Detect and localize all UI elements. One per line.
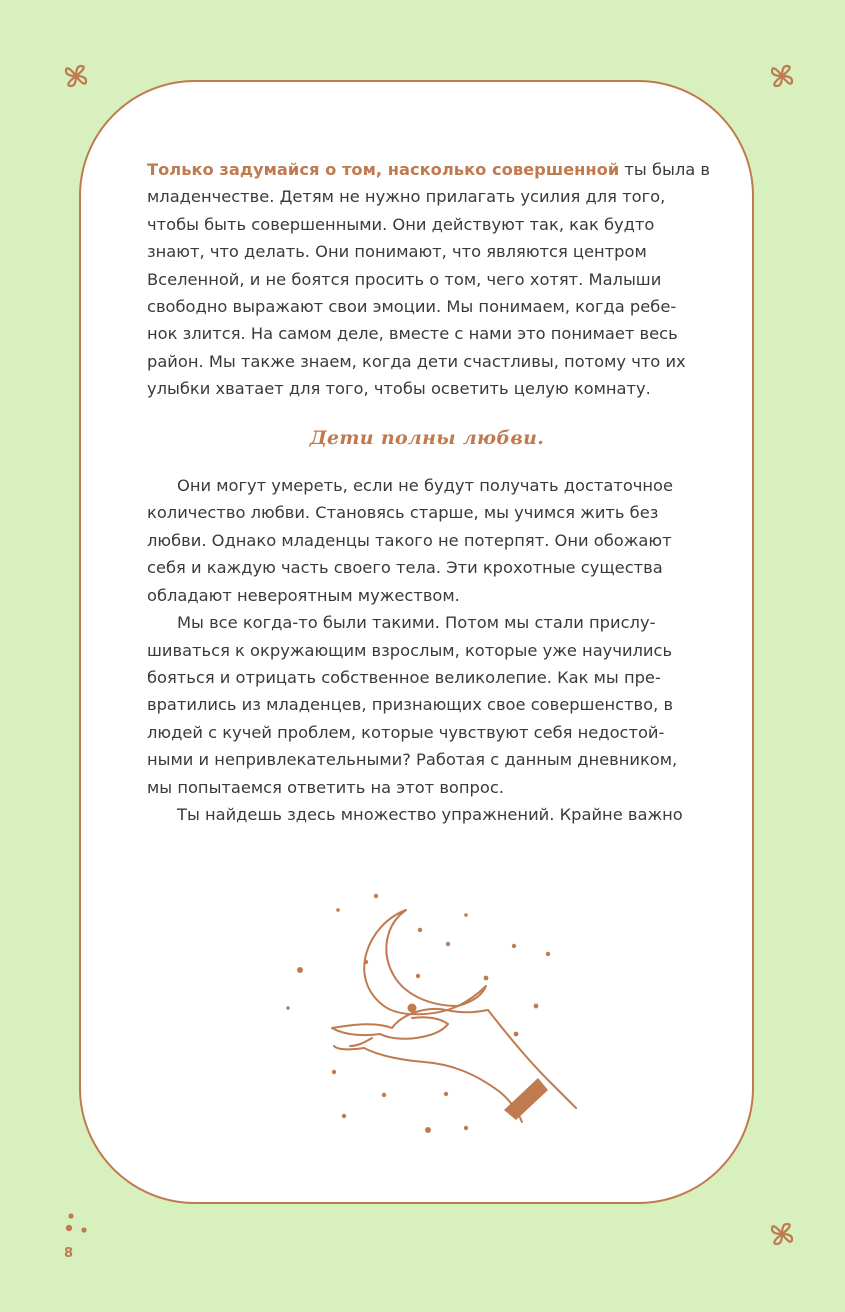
body-line: количество любви. Становясь старше, мы учимся жить без (147, 503, 659, 523)
body-line: Мы все когда-то были такими. Потом мы стали прислу- (177, 613, 656, 633)
body-line: обладают невероятным мужеством. (147, 585, 460, 605)
text-block (147, 156, 710, 828)
page-number: 8 (64, 1246, 74, 1261)
three-dots-icon (62, 1210, 92, 1238)
lead-phrase: Только задумайся о том, насколько совершенной (147, 160, 620, 179)
body-line: Ты найдешь здесь множество упражнений. Крайне важно (177, 804, 683, 824)
body-line: любви. Однако младенцы такого не потерпят. Они обожают (147, 530, 672, 550)
intro-line: нок злится. На самом деле, вместе с нами это понимает весь (147, 324, 678, 344)
body-line: шиваться к окружающим взрослым, которые уже научились (147, 640, 673, 660)
intro-line: Вселенной, и не боятся просить о том, чего хотят. Малыши (147, 269, 662, 289)
body-line: Они могут умереть, если не будут получать достаточное (177, 476, 674, 496)
clover-ornament-icon (58, 58, 94, 94)
section-heading: Дети полны любви. (309, 426, 545, 449)
intro-line: улыбки хватает для того, чтобы осветить целую комнату. (147, 379, 651, 399)
hand-holding-moon-illustration (276, 888, 586, 1138)
intro-line: чтобы быть совершенными. Они действуют так, как будто (147, 214, 655, 234)
intro-line: район. Мы также знаем, когда дети счастливы, потому что их (147, 351, 686, 371)
body-line: ными и непривлекательными? Работая с данным дневником, (147, 750, 678, 770)
clover-ornament-icon (764, 58, 800, 94)
body-line: людей с кучей проблем, которые чувствуют себя недостой- (147, 722, 665, 742)
intro-line: знают, что делать. Они понимают, что являются центром (147, 242, 647, 262)
intro-line: младенчестве. Детям не нужно прилагать усилия для того, (147, 187, 666, 207)
clover-ornament-icon (764, 1216, 800, 1252)
body-line: вратились из младенцев, признающих свое совершенство, в (147, 695, 674, 715)
intro-line-rest: ты была в (619, 160, 710, 179)
intro-line (147, 156, 710, 183)
intro-line: свободно выражают свои эмоции. Мы понимаем, когда ребе- (147, 297, 677, 317)
body-line: бояться и отрицать собственное великолепие. Как мы пре- (147, 667, 661, 687)
body-line: себя и каждую часть своего тела. Эти крохотные существа (147, 558, 663, 578)
body-line: мы попытаемся ответить на этот вопрос. (147, 777, 504, 797)
